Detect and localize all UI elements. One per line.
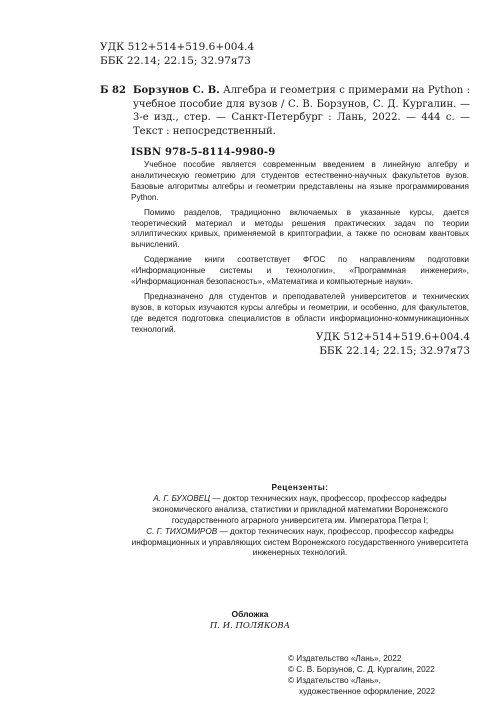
cover-label: Обложка — [231, 609, 269, 619]
reviewers-heading: Рецензенты: — [271, 483, 329, 492]
reviewer-2 — [131, 527, 469, 560]
copyright-block — [288, 653, 435, 697]
reviewer-1-name: А. Г. БУХОВЕЦ — [153, 493, 211, 503]
annotation — [131, 160, 469, 340]
annotation-paragraph: Содержание книги соответствует ФГОС по направлениям подготовки «Информационные системы и технологии», «Программная инженерия», «Информационная безопасность», «Математика и компьютерные науки». — [131, 255, 469, 287]
cover-artist: П. И. ПОЛЯКОВА — [209, 621, 291, 631]
copyright-line: © Издательство «Лань», 2022 — [288, 654, 402, 663]
bbk-code: ББК 22.14; 22.15; 32.97я73 — [319, 345, 470, 357]
annotation-paragraph: Предназначено для студентов и преподавателей университетов и технических вузов, в которых изучаются курсы алгебры и геометрии, и особенно, для факультетов, где ведется подготовка специалистов в области информационно-коммуникационных технологий. — [131, 291, 469, 334]
reviewer-2-text: — доктор технических наук, профессор, профессор кафедры информационных и управляющих систем Воронежского государственного университета инженерных технологий. — [131, 526, 469, 558]
udk-bbk-bottom — [316, 330, 470, 358]
author-mark: Б 82 — [100, 85, 126, 96]
copyright-line: © С. В. Борзунов, С. Д. Кургалин, 2022 — [288, 665, 435, 674]
reviewer-1-text: — доктор технических наук, профессор, профессор кафедры экономического анализа, статистики и прикладной математики Воронежского государственного аграрного университета им. Императора Петра I; — [152, 493, 448, 525]
annotation-paragraph: Помимо разделов, традиционно включаемых в указанные курсы, дается теоретический материал и методы решения практических задач по теории эллиптических кривых, применяемой в криптографии, а также по основам квантовых вычислений. — [131, 207, 469, 250]
reviewers — [131, 483, 469, 559]
cover-credit — [0, 608, 500, 632]
udk-bbk-top — [100, 40, 254, 68]
bbk-code: ББК 22.14; 22.15; 32.97я73 — [100, 55, 251, 67]
bibliographic-entry — [133, 84, 470, 138]
author-name: Борзунов С. В. — [133, 85, 220, 96]
copyright-line: © Издательство «Лань», — [288, 676, 381, 685]
udk-code: УДК 512+514+519.6+004.4 — [100, 41, 255, 53]
annotation-paragraph: Учебное пособие является современным введением в линейную алгебру и аналитическую геометрию для студентов естественно-научных факультетов вузов. Базовые алгоритмы алгебры и геометрии представлены на языке программирования Python. — [131, 160, 469, 202]
udk-code: УДК 512+514+519.6+004.4 — [315, 331, 470, 343]
isbn: ISBN 978-5-8114-9980-9 — [131, 147, 276, 158]
copyright-line: художественное оформление, 2022 — [299, 687, 436, 696]
reviewer-2-name: С. Г. ТИХОМИРОВ — [146, 526, 218, 536]
reviewer-1 — [131, 494, 469, 527]
bibliographic-text: Алгебра и геометрия с примерами на Python : учебное пособие для вузов / С. В. Борзунов, С. Д. Кургалин. — 3-е изд., стер. — Санкт-Петербург : Лань, 2022. — 444 с. — Текст : непосредственный. — [133, 85, 470, 137]
bibliographic-record — [100, 84, 470, 138]
